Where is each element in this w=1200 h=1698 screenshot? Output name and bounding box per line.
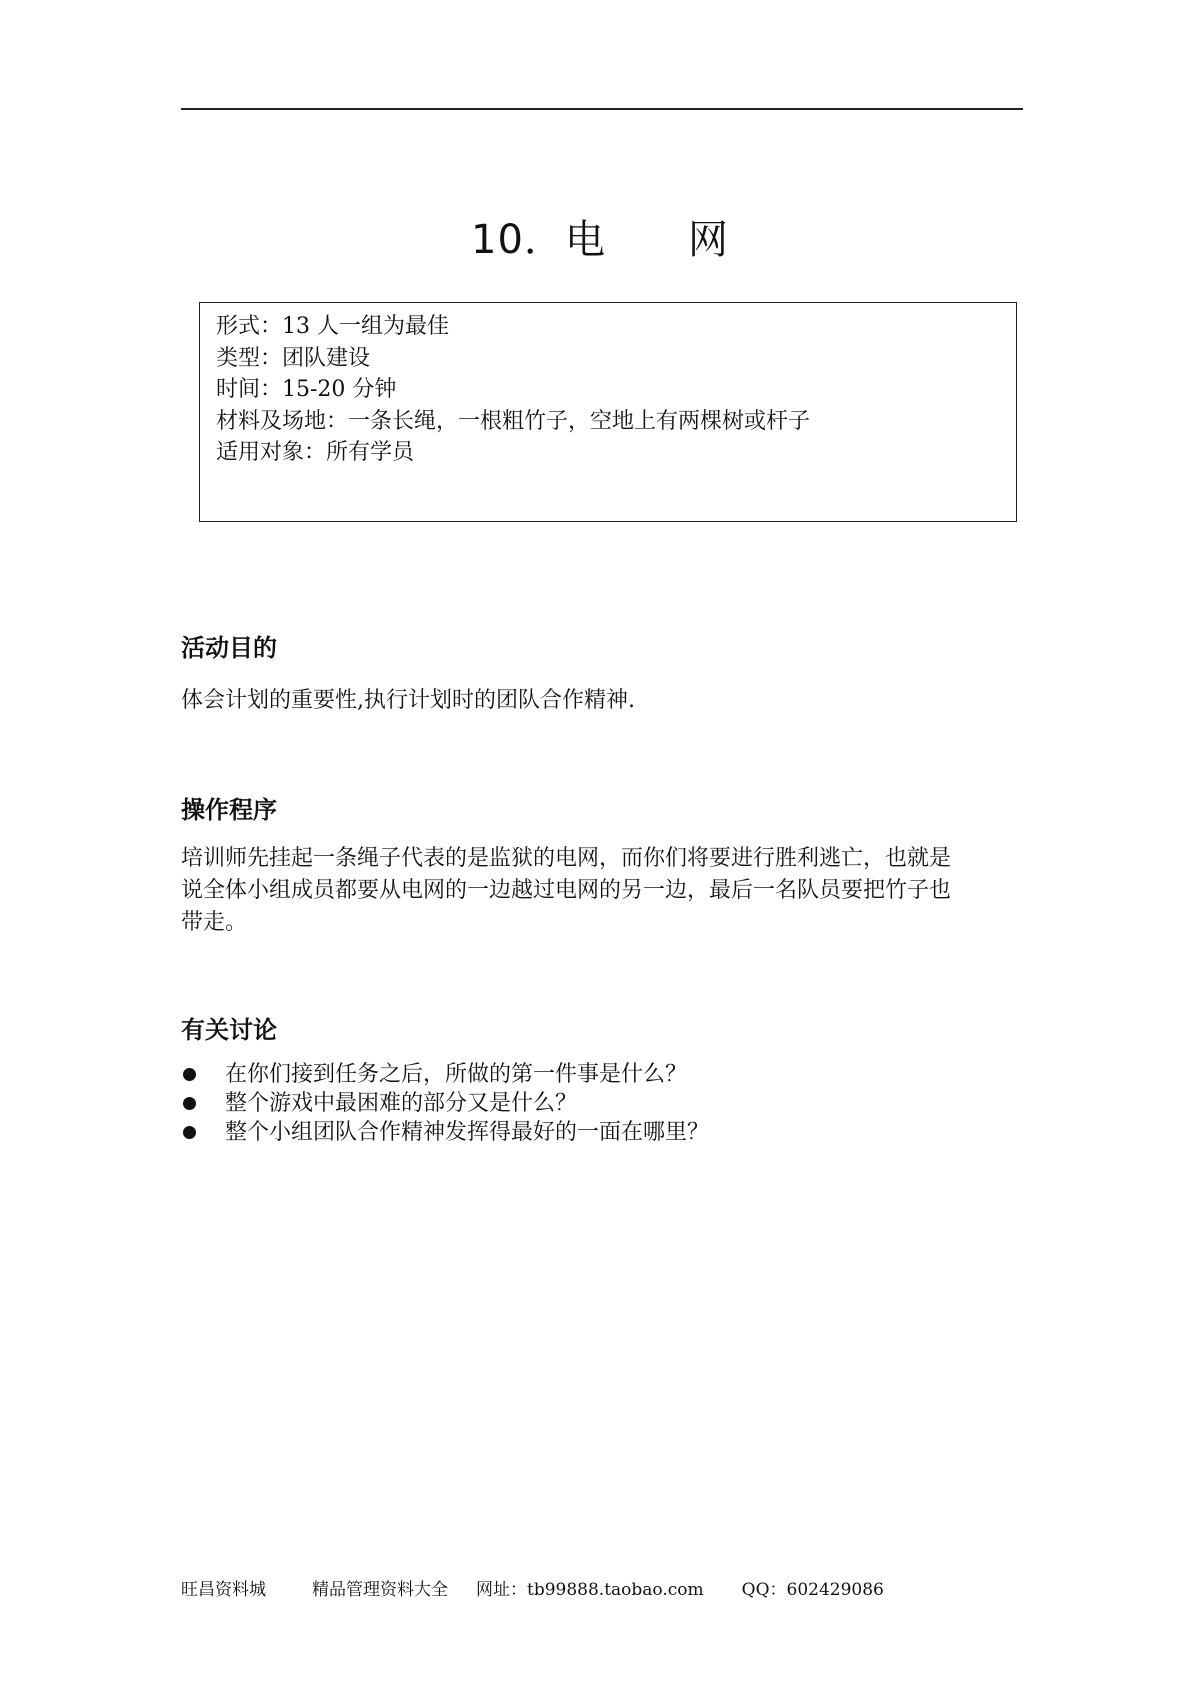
procedure-heading: 操作程序 — [181, 796, 277, 824]
procedure-line: 培训师先挂起一条绳子代表的是监狱的电网，而你们将要进行胜利逃亡，也就是 — [181, 846, 952, 871]
discussion-list — [181, 1060, 1023, 1147]
footer-collection: 精品管理资料大全 — [312, 1580, 448, 1600]
purpose-paragraph — [181, 685, 1023, 717]
discussion-item — [181, 1060, 1023, 1089]
info-materials: 材料及场地：一条长绳，一根粗竹子，空地上有两棵树或杆子 — [216, 408, 811, 434]
info-box — [199, 302, 1017, 522]
discussion-item-text: 整个游戏中最困难的部分又是什么？ — [225, 1091, 578, 1116]
page-footer — [181, 1578, 884, 1602]
info-audience: 适用对象：所有学员 — [216, 440, 415, 465]
discussion-item — [181, 1118, 1023, 1147]
purpose-line: 体会计划的重要性,执行计划时的团队合作精神. — [181, 688, 635, 713]
discussion-item — [181, 1089, 1023, 1118]
document-title: 10．电 网 — [471, 217, 729, 263]
info-type: 类型：团队建设 — [216, 345, 371, 371]
bullet-dot-icon — [183, 1126, 196, 1139]
footer-website: 网址：tb99888.taobao.com — [476, 1580, 704, 1600]
procedure-line: 说全体小组成员都要从电网的一边越过电网的另一边，最后一名队员要把竹子也 — [181, 878, 952, 903]
procedure-paragraph — [181, 843, 1023, 939]
header-rule — [181, 108, 1023, 110]
discussion-item-text: 在你们接到任务之后，所做的第一件事是什么？ — [225, 1062, 688, 1087]
footer-shop: 旺昌资料城 — [181, 1580, 266, 1600]
footer-qq: QQ：602429086 — [741, 1580, 884, 1600]
purpose-heading: 活动目的 — [181, 634, 277, 662]
discussion-heading: 有关讨论 — [181, 1016, 277, 1044]
info-format: 形式：13 人一组为最佳 — [216, 314, 449, 339]
procedure-line: 带走。 — [181, 910, 248, 935]
bullet-dot-icon — [183, 1097, 196, 1110]
discussion-item-text: 整个小组团队合作精神发挥得最好的一面在哪里？ — [225, 1120, 710, 1145]
bullet-dot-icon — [183, 1068, 196, 1081]
info-time: 时间：15-20 分钟 — [216, 377, 397, 402]
